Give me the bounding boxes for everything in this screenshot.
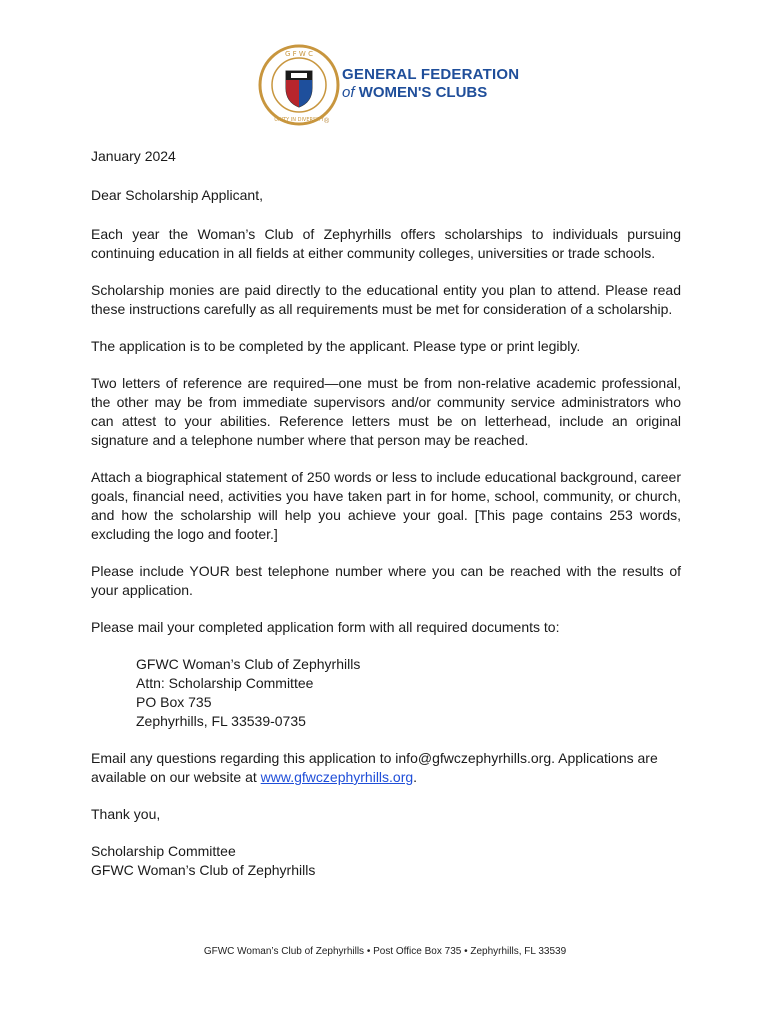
address-line: GFWC Woman’s Club of Zephyrhills [136, 656, 361, 672]
page-footer: GFWC Woman’s Club of Zephyrhills • Post Office Box 735 • Zephyrhills, FL 33539 [203, 946, 567, 957]
gfwc-seal-icon [258, 44, 340, 126]
mailing-address [136, 655, 681, 731]
paragraph-completion: The application is to be completed by the applicant. Please type or print legibly. [91, 338, 581, 354]
org-name-line2 [342, 84, 487, 101]
signature-line1: Scholarship Committee [91, 843, 236, 859]
gfwc-logo [258, 44, 528, 126]
email-text: Email any questions regarding this application to info@gfwczephyrhills.org. Applications are available on our website at [91, 750, 658, 785]
signature-line2: GFWC Woman’s Club of Zephyrhills [91, 862, 316, 878]
address-line: PO Box 735 [136, 694, 212, 710]
letter-body [91, 147, 681, 880]
org-name-line1: GENERAL FEDERATION [342, 66, 520, 83]
paragraph-references: Two letters of reference are required—one must be from non-relative academic professional, the other may be from immediate supervisors and/or community service administrators who can attest to your abilities. Reference letters must be on letterhead, include an original signature and a telephone number where that person may be reached. [91, 375, 681, 448]
address-line: Zephyrhills, FL 33539-0735 [136, 713, 306, 729]
paragraph-biography: Attach a biographical statement of 250 words or less to include educational background, career goals, financial need, activities you have taken part in for home, school, community, or church, and how the scholarship will help you achieve your goal. [This page contains 253 words, excluding the logo and footer.] [91, 469, 681, 542]
email-end: . [413, 769, 418, 785]
paragraph-email [91, 749, 681, 787]
salutation: Dear Scholarship Applicant, [91, 187, 263, 203]
org-name-rest: WOMEN'S CLUBS [358, 84, 488, 101]
address-line: Attn: Scholarship Committee [136, 675, 314, 691]
paragraph-telephone: Please include YOUR best telephone number where you can be reached with the results of your application. [91, 563, 681, 598]
org-name-of: of [342, 84, 355, 101]
paragraph-intro: Each year the Woman’s Club of Zephyrhills offers scholarships to individuals pursuing continuing education in all fields at either community colleges, universities or trade schools. [91, 226, 681, 261]
seal-letters: G F W C [285, 50, 313, 58]
closing: Thank you, [91, 806, 161, 822]
paragraph-payment: Scholarship monies are paid directly to the educational entity you plan to attend. Please read these instructions carefully as all requirements must be met for consideration of a scholarship. [91, 282, 681, 317]
paragraph-mail: Please mail your completed application form with all required documents to: [91, 619, 560, 635]
seal-motto: UNITY IN DIVERSITY [274, 117, 324, 123]
registered-mark: ® [324, 118, 330, 125]
website-link[interactable]: www.gfwczephyrhills.org [260, 769, 414, 785]
letter-date: January 2024 [91, 148, 176, 164]
